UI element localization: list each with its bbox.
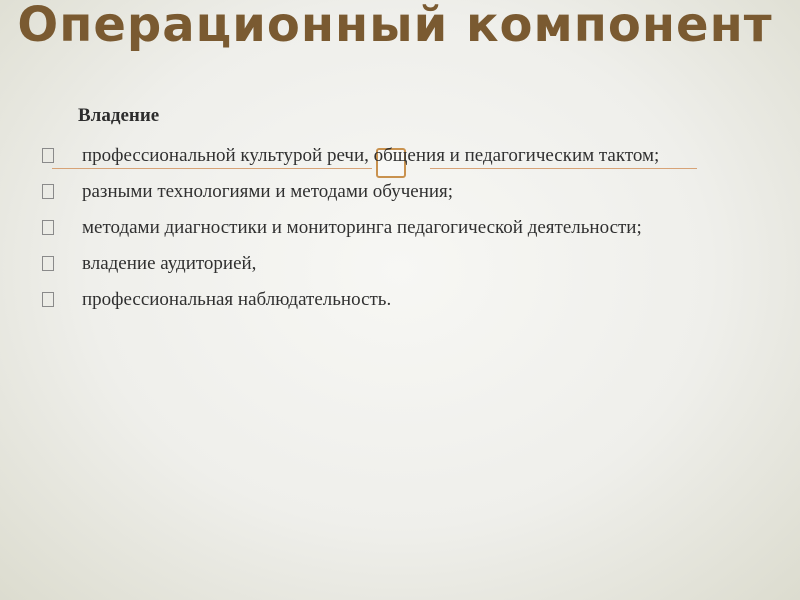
list-item: [42, 142, 732, 169]
list-item: [42, 286, 732, 313]
list-item: [42, 250, 732, 277]
bullet-list: [42, 142, 732, 322]
list-item: [42, 178, 732, 205]
square-outline-bullet-icon: [42, 220, 54, 235]
list-item-text: владение аудиторией,: [82, 253, 257, 274]
list-item-text: профессиональной культурой речи, общения и педагогическим тактом;: [82, 145, 660, 166]
list-item: [42, 214, 732, 241]
lead-text: Владение: [78, 105, 160, 126]
slide-title: Операционный компонент: [17, 0, 773, 53]
square-outline-bullet-icon: [42, 256, 54, 271]
list-item-text: разными технологиями и методами обучения;: [82, 181, 454, 202]
list-item-text: профессиональная наблюдательность.: [82, 289, 392, 310]
list-item-text: методами диагностики и мониторинга педагогической деятельности;: [82, 217, 642, 238]
square-outline-bullet-icon: [42, 184, 54, 199]
square-outline-bullet-icon: [42, 148, 54, 163]
square-outline-bullet-icon: [42, 292, 54, 307]
